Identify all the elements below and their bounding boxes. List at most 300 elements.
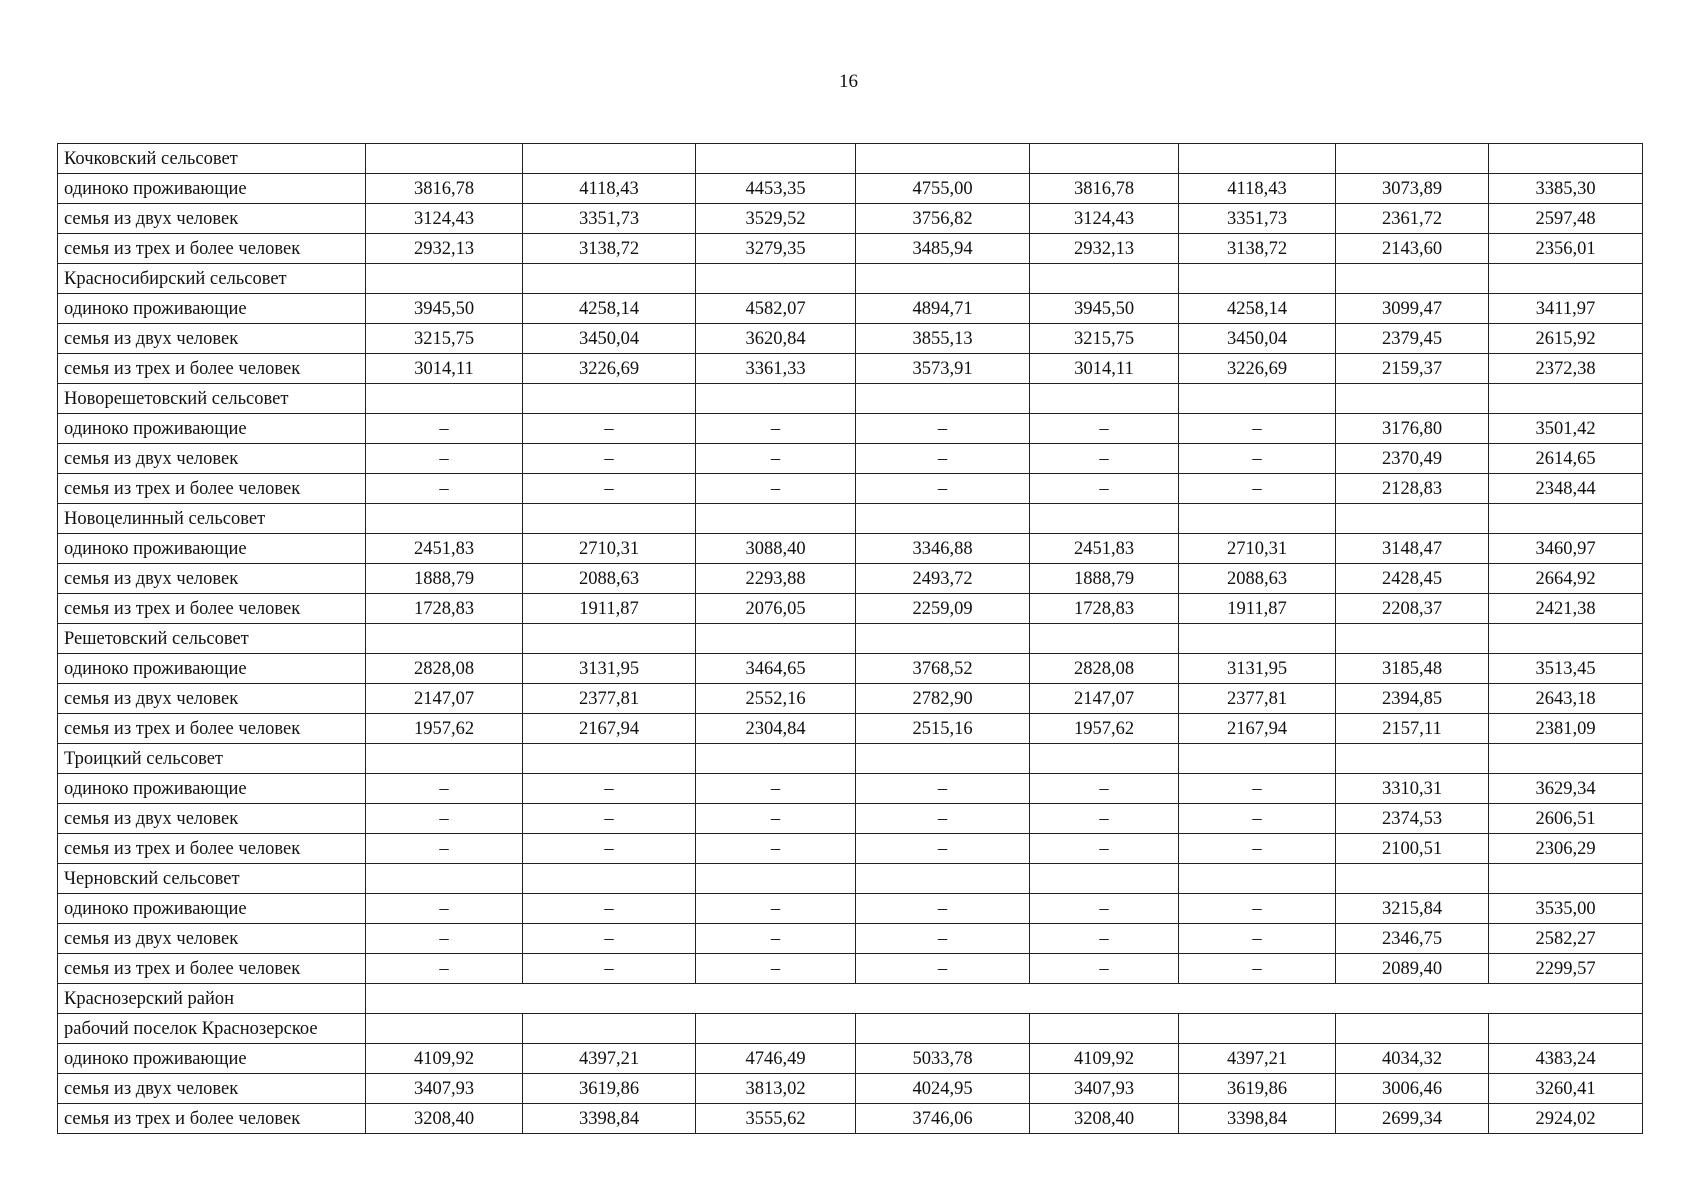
value-cell: – [696, 444, 856, 474]
value-cell: 4894,71 [856, 294, 1030, 324]
row-label: одиноко проживающие [58, 294, 366, 324]
value-cell: 4383,24 [1489, 1044, 1643, 1074]
value-cell: 3407,93 [366, 1074, 523, 1104]
empty-cell [1489, 864, 1643, 894]
value-cell: 3131,95 [523, 654, 696, 684]
table-row [58, 834, 1643, 864]
value-cell: 3138,72 [1179, 234, 1336, 264]
empty-cell [1030, 264, 1179, 294]
value-cell: 2374,53 [1336, 804, 1489, 834]
value-cell: 4024,95 [856, 1074, 1030, 1104]
empty-cell [366, 1014, 523, 1044]
value-cell: 3361,33 [696, 354, 856, 384]
row-label: семья из трех и более человек [58, 954, 366, 984]
group-header-row [58, 864, 1643, 894]
value-cell: – [1179, 954, 1336, 984]
value-cell: – [366, 804, 523, 834]
value-cell: 3555,62 [696, 1104, 856, 1134]
value-cell: 2147,07 [366, 684, 523, 714]
value-cell: – [523, 894, 696, 924]
value-cell: – [366, 954, 523, 984]
empty-cell [856, 624, 1030, 654]
group-label: Кочковский сельсовет [58, 144, 366, 174]
empty-cell [1489, 1014, 1643, 1044]
value-cell: 1911,87 [1179, 594, 1336, 624]
empty-cell [1489, 264, 1643, 294]
value-cell: 4397,21 [523, 1044, 696, 1074]
empty-cell [1179, 864, 1336, 894]
value-cell: – [696, 924, 856, 954]
empty-cell [1336, 384, 1489, 414]
table-row [58, 684, 1643, 714]
value-cell: 2582,27 [1489, 924, 1643, 954]
empty-cell [1179, 744, 1336, 774]
row-label: одиноко проживающие [58, 414, 366, 444]
value-cell: – [856, 894, 1030, 924]
table-row [58, 474, 1643, 504]
value-cell: 3014,11 [1030, 354, 1179, 384]
empty-cell [856, 1014, 1030, 1044]
empty-cell [1030, 144, 1179, 174]
value-cell: 2208,37 [1336, 594, 1489, 624]
table-row [58, 444, 1643, 474]
value-cell: 2782,90 [856, 684, 1030, 714]
value-cell: – [1179, 474, 1336, 504]
value-cell: – [366, 474, 523, 504]
value-cell: 3346,88 [856, 534, 1030, 564]
row-label: семья из двух человек [58, 1074, 366, 1104]
empty-cell [1179, 1014, 1336, 1044]
value-cell: 4453,35 [696, 174, 856, 204]
row-label: одиноко проживающие [58, 894, 366, 924]
empty-cell [1336, 624, 1489, 654]
value-cell: – [1030, 444, 1179, 474]
value-cell: 3855,13 [856, 324, 1030, 354]
empty-cell [523, 144, 696, 174]
row-label: семья из двух человек [58, 444, 366, 474]
empty-cell [1179, 624, 1336, 654]
value-cell: 2157,11 [1336, 714, 1489, 744]
value-cell: 3124,43 [366, 204, 523, 234]
value-cell: 3450,04 [523, 324, 696, 354]
value-cell: – [366, 834, 523, 864]
value-cell: 1957,62 [366, 714, 523, 744]
value-cell: – [366, 894, 523, 924]
group-label: Новоцелинный сельсовет [58, 504, 366, 534]
value-cell: – [523, 444, 696, 474]
group-header-row [58, 504, 1643, 534]
table-row [58, 534, 1643, 564]
empty-cell [366, 384, 523, 414]
value-cell: – [1030, 414, 1179, 444]
value-cell: 2147,07 [1030, 684, 1179, 714]
empty-cell [1336, 144, 1489, 174]
value-cell: – [366, 924, 523, 954]
value-cell: 2428,45 [1336, 564, 1489, 594]
value-cell: 3485,94 [856, 234, 1030, 264]
value-cell: 3215,84 [1336, 894, 1489, 924]
value-cell: 2306,29 [1489, 834, 1643, 864]
value-cell: – [1030, 954, 1179, 984]
value-cell: 1888,79 [366, 564, 523, 594]
value-cell: 2299,57 [1489, 954, 1643, 984]
value-cell: – [523, 474, 696, 504]
table-row [58, 924, 1643, 954]
empty-cell [696, 864, 856, 894]
value-cell: 2377,81 [1179, 684, 1336, 714]
value-cell: 2932,13 [1030, 234, 1179, 264]
value-cell: 3185,48 [1336, 654, 1489, 684]
value-cell: 1911,87 [523, 594, 696, 624]
empty-cell [1179, 264, 1336, 294]
value-cell: 3619,86 [523, 1074, 696, 1104]
value-cell: 3208,40 [1030, 1104, 1179, 1134]
value-cell: 3460,97 [1489, 534, 1643, 564]
value-cell: 3813,02 [696, 1074, 856, 1104]
empty-cell [696, 744, 856, 774]
empty-cell [1030, 1014, 1179, 1044]
value-cell: – [1179, 804, 1336, 834]
value-cell: 3131,95 [1179, 654, 1336, 684]
value-cell: 2372,38 [1489, 354, 1643, 384]
row-label: одиноко проживающие [58, 534, 366, 564]
empty-cell [1179, 384, 1336, 414]
row-label: одиноко проживающие [58, 774, 366, 804]
value-cell: 2100,51 [1336, 834, 1489, 864]
page-number: 16 [839, 71, 858, 92]
value-cell: 2614,65 [1489, 444, 1643, 474]
table-row [58, 774, 1643, 804]
value-cell: – [856, 414, 1030, 444]
value-cell: – [1179, 414, 1336, 444]
empty-cell [1336, 264, 1489, 294]
empty-cell [1030, 744, 1179, 774]
empty-cell [856, 144, 1030, 174]
value-cell: 4258,14 [1179, 294, 1336, 324]
value-cell: 2924,02 [1489, 1104, 1643, 1134]
group-header-row [58, 744, 1643, 774]
value-cell: 2377,81 [523, 684, 696, 714]
table-row [58, 564, 1643, 594]
group-header-row [58, 264, 1643, 294]
value-cell: – [1030, 474, 1179, 504]
value-cell: 2643,18 [1489, 684, 1643, 714]
value-cell: 2699,34 [1336, 1104, 1489, 1134]
value-cell: 2356,01 [1489, 234, 1643, 264]
value-cell: 3746,06 [856, 1104, 1030, 1134]
value-cell: 3260,41 [1489, 1074, 1643, 1104]
value-cell: 2088,63 [523, 564, 696, 594]
value-cell: 3529,52 [696, 204, 856, 234]
empty-cell [1179, 144, 1336, 174]
value-cell: – [523, 834, 696, 864]
table-body [58, 144, 1643, 1134]
value-cell: 2370,49 [1336, 444, 1489, 474]
group-header-row [58, 1014, 1643, 1044]
value-cell: 3310,31 [1336, 774, 1489, 804]
value-cell: – [856, 834, 1030, 864]
value-cell: 2159,37 [1336, 354, 1489, 384]
value-cell: 2451,83 [366, 534, 523, 564]
row-label: семья из трех и более человек [58, 234, 366, 264]
row-label: семья из трех и более человек [58, 714, 366, 744]
value-cell: 2552,16 [696, 684, 856, 714]
value-cell: 2089,40 [1336, 954, 1489, 984]
group-label: Решетовский сельсовет [58, 624, 366, 654]
table-row [58, 324, 1643, 354]
value-cell: 2143,60 [1336, 234, 1489, 264]
value-cell: 4582,07 [696, 294, 856, 324]
value-cell: 3398,84 [1179, 1104, 1336, 1134]
value-cell: 3411,97 [1489, 294, 1643, 324]
empty-cell [856, 384, 1030, 414]
empty-cell [366, 744, 523, 774]
value-cell: – [366, 774, 523, 804]
empty-cell [523, 624, 696, 654]
empty-cell [1489, 744, 1643, 774]
value-cell: 2828,08 [1030, 654, 1179, 684]
value-cell: 2088,63 [1179, 564, 1336, 594]
value-cell: – [856, 954, 1030, 984]
table-row [58, 804, 1643, 834]
empty-cell [366, 264, 523, 294]
value-cell: 4109,92 [1030, 1044, 1179, 1074]
empty-cell [1336, 744, 1489, 774]
value-cell: 3501,42 [1489, 414, 1643, 444]
value-cell: 2304,84 [696, 714, 856, 744]
value-cell: 3208,40 [366, 1104, 523, 1134]
empty-cell [366, 504, 523, 534]
empty-cell [523, 264, 696, 294]
empty-cell [856, 864, 1030, 894]
value-cell: 2615,92 [1489, 324, 1643, 354]
value-cell: 2664,92 [1489, 564, 1643, 594]
value-cell: 2128,83 [1336, 474, 1489, 504]
group-label: рабочий поселок Краснозерское [58, 1014, 366, 1044]
value-cell: 3215,75 [366, 324, 523, 354]
value-cell: 3629,34 [1489, 774, 1643, 804]
row-label: семья из двух человек [58, 924, 366, 954]
empty-cell [856, 504, 1030, 534]
value-cell: – [696, 474, 856, 504]
value-cell: 3226,69 [523, 354, 696, 384]
empty-cell [696, 504, 856, 534]
value-cell: 4755,00 [856, 174, 1030, 204]
value-cell: – [1179, 834, 1336, 864]
group-header-row [58, 144, 1643, 174]
value-cell: – [1030, 834, 1179, 864]
value-cell: – [696, 804, 856, 834]
value-cell: 3014,11 [366, 354, 523, 384]
value-cell: – [696, 894, 856, 924]
group-label: Черновский сельсовет [58, 864, 366, 894]
empty-cell [1030, 384, 1179, 414]
value-cell: – [1030, 804, 1179, 834]
empty-cell [1179, 504, 1336, 534]
value-cell: 2493,72 [856, 564, 1030, 594]
table-row [58, 294, 1643, 324]
value-cell: 2710,31 [523, 534, 696, 564]
row-label: семья из трех и более человек [58, 594, 366, 624]
value-cell: 3756,82 [856, 204, 1030, 234]
empty-cell [1030, 864, 1179, 894]
empty-cell [523, 1014, 696, 1044]
value-cell: – [696, 954, 856, 984]
tariff-table [57, 143, 1643, 1134]
empty-cell [523, 504, 696, 534]
row-label: семья из двух человек [58, 804, 366, 834]
value-cell: 3073,89 [1336, 174, 1489, 204]
value-cell: 3099,47 [1336, 294, 1489, 324]
value-cell: 2932,13 [366, 234, 523, 264]
value-cell: – [1030, 774, 1179, 804]
table-row [58, 594, 1643, 624]
empty-cell [696, 624, 856, 654]
table-row [58, 954, 1643, 984]
table-row [58, 1104, 1643, 1134]
value-cell: 4118,43 [523, 174, 696, 204]
value-cell: 3006,46 [1336, 1074, 1489, 1104]
empty-cell [696, 1014, 856, 1044]
value-cell: – [1179, 774, 1336, 804]
value-cell: 2710,31 [1179, 534, 1336, 564]
row-label: семья из двух человек [58, 564, 366, 594]
value-cell: – [1030, 894, 1179, 924]
value-cell: – [1179, 924, 1336, 954]
value-cell: 3398,84 [523, 1104, 696, 1134]
value-cell: – [366, 444, 523, 474]
district-label: Краснозерский район [58, 984, 366, 1014]
value-cell: 2394,85 [1336, 684, 1489, 714]
value-cell: – [366, 414, 523, 444]
value-cell: 3088,40 [696, 534, 856, 564]
table-row [58, 234, 1643, 264]
value-cell: 2346,75 [1336, 924, 1489, 954]
value-cell: 3768,52 [856, 654, 1030, 684]
empty-cell [366, 864, 523, 894]
table-row [58, 714, 1643, 744]
value-cell: 3215,75 [1030, 324, 1179, 354]
value-cell: 2381,09 [1489, 714, 1643, 744]
value-cell: – [523, 414, 696, 444]
value-cell: 4258,14 [523, 294, 696, 324]
value-cell: 2167,94 [1179, 714, 1336, 744]
value-cell: 2515,16 [856, 714, 1030, 744]
empty-cell [1489, 144, 1643, 174]
row-label: семья из двух человек [58, 684, 366, 714]
value-cell: 2293,88 [696, 564, 856, 594]
value-cell: 3464,65 [696, 654, 856, 684]
row-label: одиноко проживающие [58, 1044, 366, 1074]
value-cell: 2361,72 [1336, 204, 1489, 234]
row-label: семья из трех и более человек [58, 474, 366, 504]
row-label: семья из трех и более человек [58, 834, 366, 864]
empty-cell [523, 744, 696, 774]
value-cell: 3351,73 [523, 204, 696, 234]
value-cell: 1957,62 [1030, 714, 1179, 744]
empty-cell [1030, 624, 1179, 654]
district-empty-cell [366, 984, 1643, 1014]
empty-cell [1489, 624, 1643, 654]
row-label: одиноко проживающие [58, 654, 366, 684]
value-cell: 3945,50 [1030, 294, 1179, 324]
value-cell: 2167,94 [523, 714, 696, 744]
empty-cell [856, 264, 1030, 294]
value-cell: 3619,86 [1179, 1074, 1336, 1104]
empty-cell [696, 384, 856, 414]
value-cell: – [856, 474, 1030, 504]
table-row [58, 894, 1643, 924]
value-cell: 3407,93 [1030, 1074, 1179, 1104]
empty-cell [1489, 384, 1643, 414]
table-row [58, 354, 1643, 384]
value-cell: 2451,83 [1030, 534, 1179, 564]
empty-cell [523, 384, 696, 414]
row-label: семья из трех и более человек [58, 1104, 366, 1134]
empty-cell [1030, 504, 1179, 534]
empty-cell [1336, 864, 1489, 894]
group-header-row [58, 624, 1643, 654]
empty-cell [366, 144, 523, 174]
value-cell: – [856, 444, 1030, 474]
value-cell: – [696, 414, 856, 444]
value-cell: – [523, 804, 696, 834]
row-label: одиноко проживающие [58, 174, 366, 204]
value-cell: 3226,69 [1179, 354, 1336, 384]
value-cell: 3573,91 [856, 354, 1030, 384]
empty-cell [366, 624, 523, 654]
value-cell: 3385,30 [1489, 174, 1643, 204]
table-row [58, 414, 1643, 444]
row-label: семья из трех и более человек [58, 354, 366, 384]
value-cell: 5033,78 [856, 1044, 1030, 1074]
value-cell: 1888,79 [1030, 564, 1179, 594]
value-cell: – [856, 774, 1030, 804]
value-cell: 3148,47 [1336, 534, 1489, 564]
group-header-row [58, 384, 1643, 414]
value-cell: 4034,32 [1336, 1044, 1489, 1074]
value-cell: 3138,72 [523, 234, 696, 264]
value-cell: 4397,21 [1179, 1044, 1336, 1074]
value-cell: 4109,92 [366, 1044, 523, 1074]
value-cell: 2379,45 [1336, 324, 1489, 354]
group-label: Красносибирский сельсовет [58, 264, 366, 294]
value-cell: 3620,84 [696, 324, 856, 354]
table-row [58, 1074, 1643, 1104]
value-cell: 2348,44 [1489, 474, 1643, 504]
empty-cell [1336, 504, 1489, 534]
value-cell: – [856, 804, 1030, 834]
group-label: Новорешетовский сельсовет [58, 384, 366, 414]
empty-cell [1489, 504, 1643, 534]
value-cell: 3124,43 [1030, 204, 1179, 234]
table-row [58, 1044, 1643, 1074]
table-row [58, 654, 1643, 684]
value-cell: 1728,83 [1030, 594, 1179, 624]
value-cell: – [1030, 924, 1179, 954]
table-row [58, 174, 1643, 204]
value-cell: 2259,09 [856, 594, 1030, 624]
value-cell: – [523, 924, 696, 954]
empty-cell [696, 264, 856, 294]
row-label: семья из двух человек [58, 324, 366, 354]
value-cell: 3351,73 [1179, 204, 1336, 234]
value-cell: 3513,45 [1489, 654, 1643, 684]
value-cell: – [856, 924, 1030, 954]
table-row [58, 204, 1643, 234]
value-cell: 3816,78 [366, 174, 523, 204]
row-label: семья из двух человек [58, 204, 366, 234]
